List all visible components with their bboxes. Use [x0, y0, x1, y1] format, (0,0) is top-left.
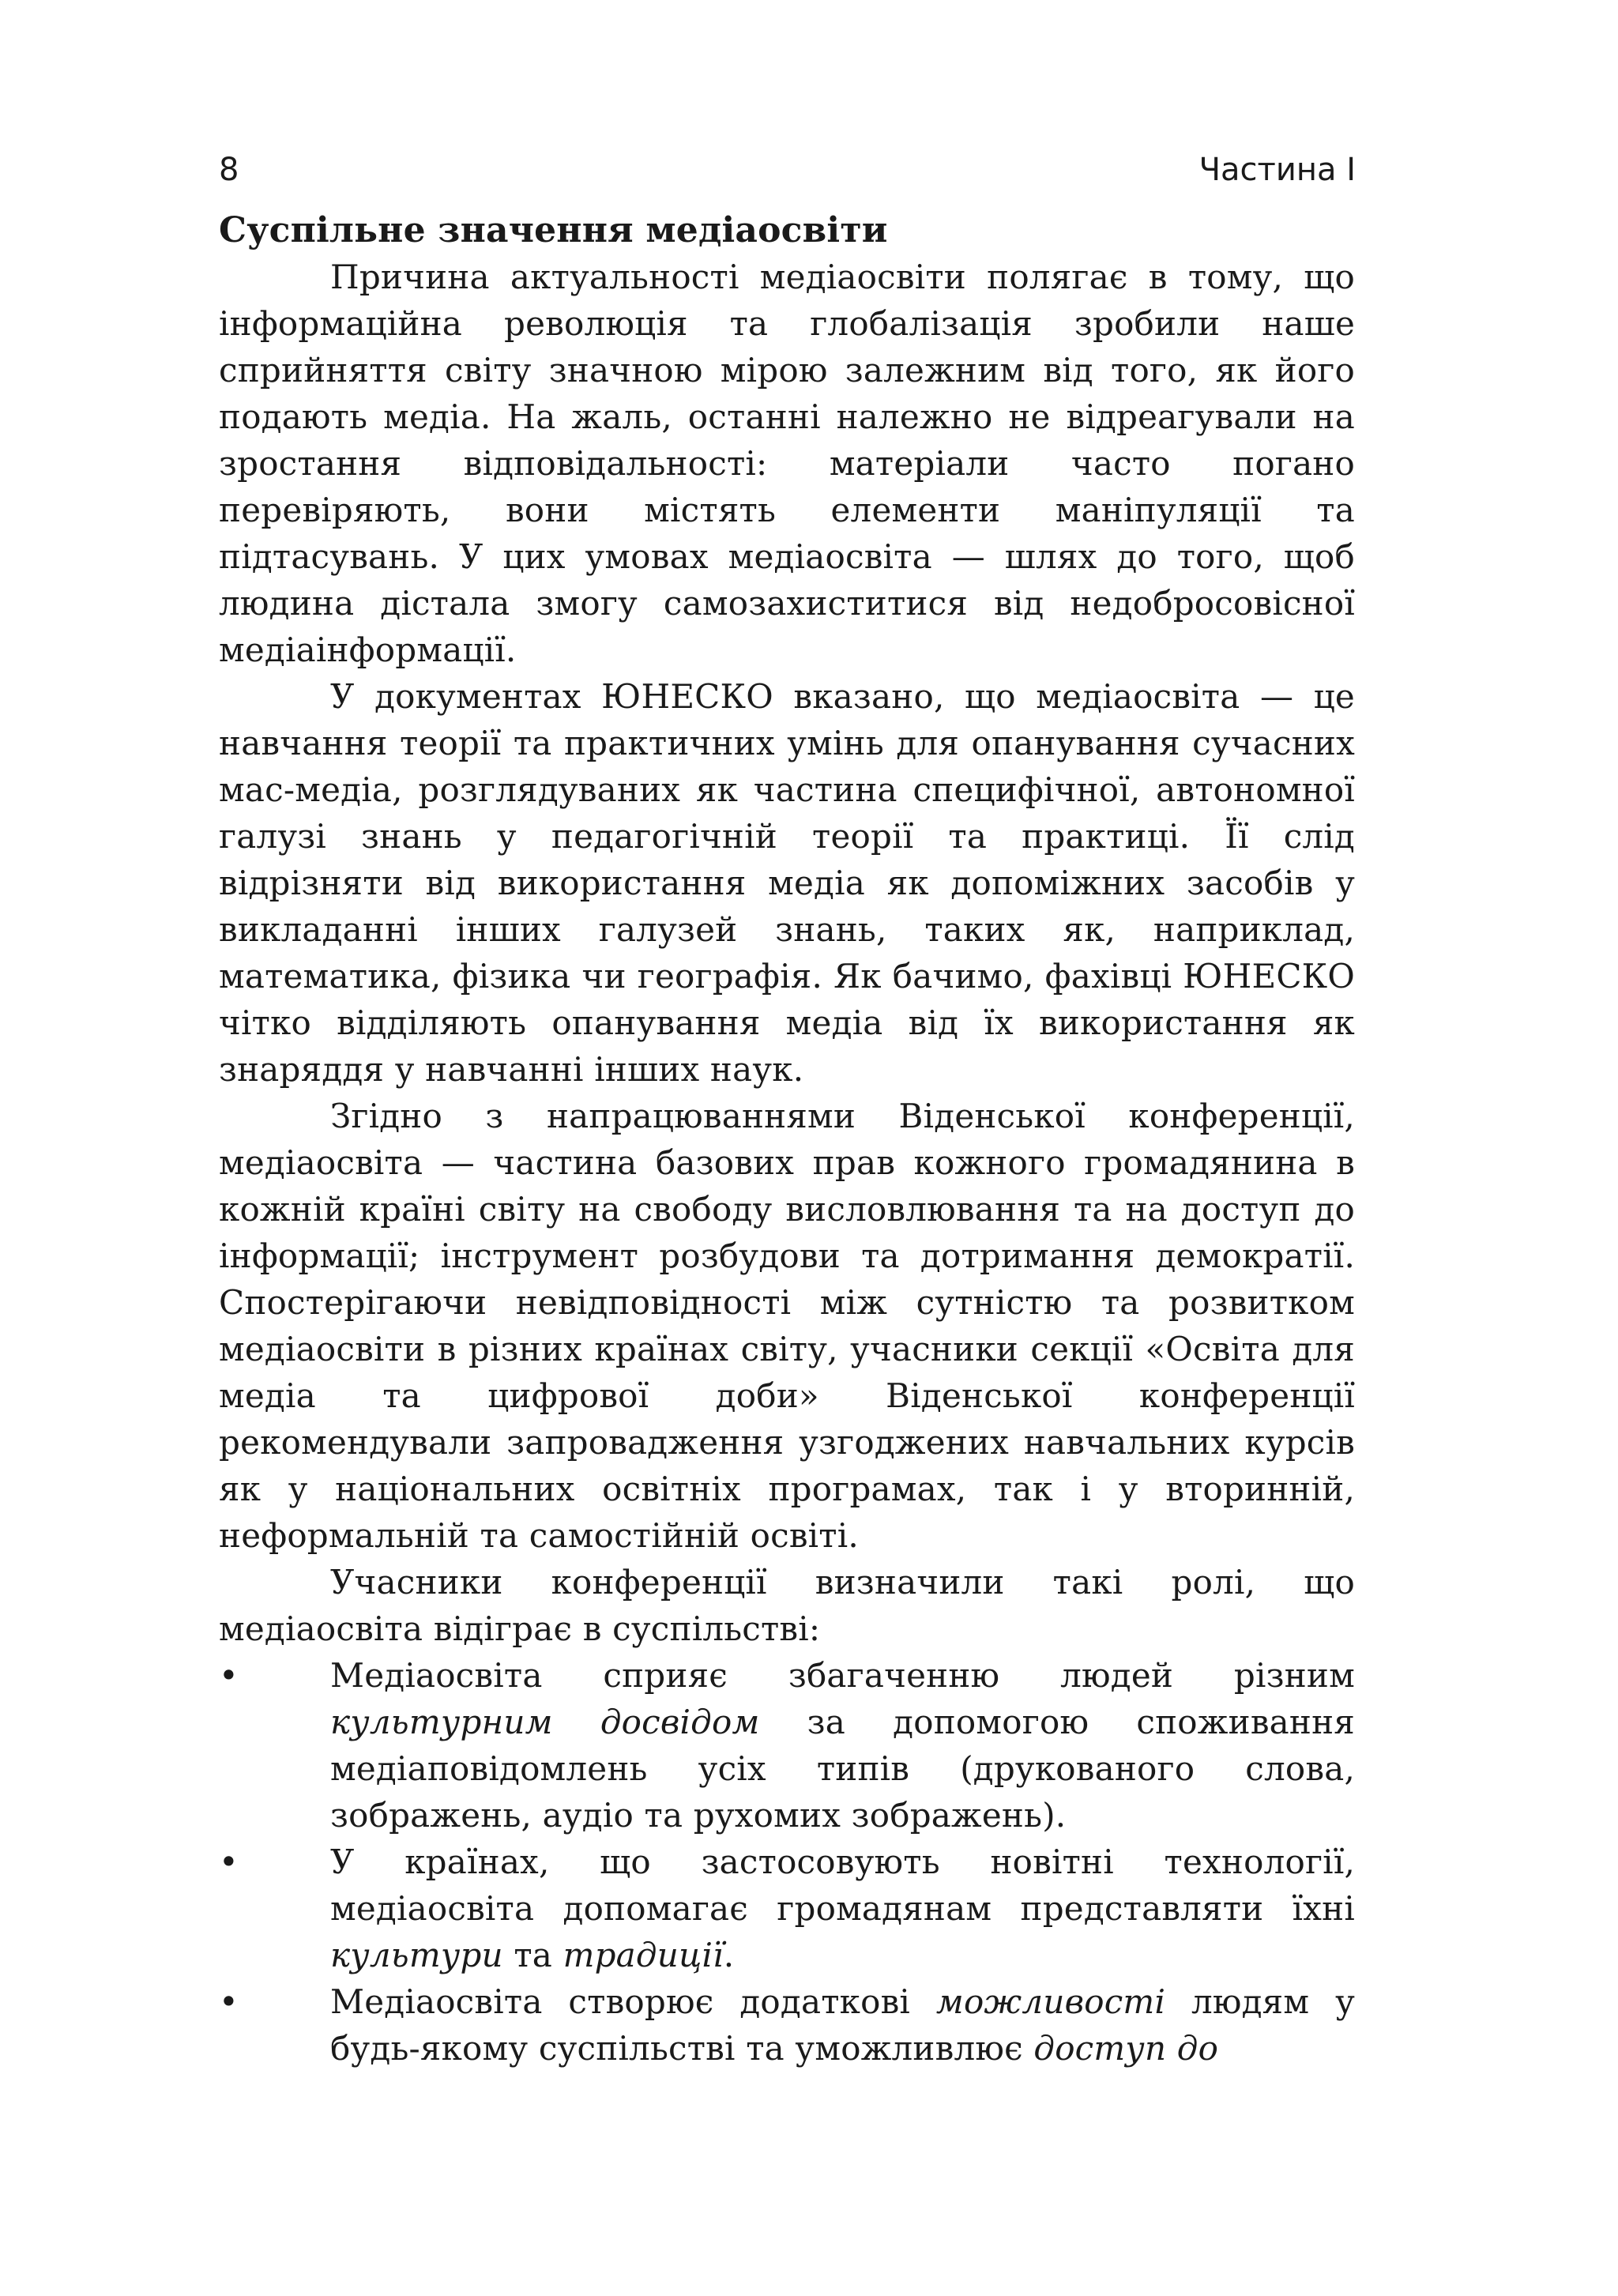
bullet-text: Медіаосвіта сприяє збагаченню людей різним [330, 1656, 1355, 1695]
bullet-emphasis: культури [330, 1936, 503, 1974]
bullet-icon: • [219, 1656, 239, 1695]
bullet-text: У країнах, що застосовують новітні технології, медіаосвіта допомагає громадянам представляти їхні [330, 1842, 1355, 1928]
paragraph-1: Причина актуальності медіаосвіти полягає в тому, що інформаційна революція та глобалізація зробили наше сприйняття світу значною мірою залежним від того, як його подають медіа. На жаль, останні належно не відреагували на зростання відповідальності: матеріали часто погано перевіряють, вони містять елементи маніпуляції та підтасувань. У цих умовах медіаосвіта — шлях до того, щоб людина дістала змогу самозахиститися від недобросовісної медіаінформації. [219, 258, 1355, 669]
bullet-text: людям у будь-якому суспільстві та уможливлює [330, 1982, 1355, 2068]
bullet-text: Медіаосвіта створює додаткові [330, 1982, 936, 2021]
paragraph-4: Учасники конференції визначили такі ролі, що медіаосвіта відіграє в суспільстві: [219, 1563, 1355, 1648]
bullet-text: за допомогою споживання медіаповідомлень усіх типів (друкованого слова, зображень, аудіо та рухомих зображень). [330, 1703, 1355, 1835]
bullet-icon: • [219, 1842, 239, 1881]
list-item [219, 1978, 1355, 2072]
list-item [219, 1652, 1355, 1839]
bullet-emphasis: культурним досвідом [330, 1703, 760, 1741]
page-body [219, 207, 1355, 2072]
bullet-icon: • [219, 1982, 239, 2021]
paragraph-3: Згідно з напрацюваннями Віденської конференції, медіаосвіта — частина базових прав кожного громадянина в кожній країні світу на свободу висловлювання та на доступ до інформації; інструмент розбудови та дотримання демократії. Спостерігаючи невідповідності між сутністю та розвитком медіаосвіти в різних країнах світу, учасники секції «Освіта для медіа та цифрової доби» Віденської конференції рекомендували запровадження узгоджених навчальних курсів як у національних освітніх програмах, так і у вторинній, неформальній та самостійній освіті. [219, 1097, 1355, 1555]
list-item [219, 1839, 1355, 1978]
bullet-emphasis: доступ до [1033, 2029, 1219, 2068]
bullet-emphasis: можливості [935, 1982, 1166, 2021]
page-number: 8 [219, 152, 239, 188]
paragraph-2: У документах ЮНЕСКО вказано, що медіаосвіта — це навчання теорії та практичних умінь для опанування сучасних мас-медіа, розглядуваних як частина специфічної, автономної галузі знань у педагогічній теорії та практиці. Її слід відрізняти від використання медіа як допоміжних засобів у викладанні інших галузей знань, таких як, наприклад, математика, фізика чи географія. Як бачимо, фахівці ЮНЕСКО чітко відділяють опанування медіа від їх використання як знаряддя у навчанні інших наук. [219, 677, 1355, 1089]
bullet-text: та [502, 1936, 563, 1974]
bullet-text: . [723, 1936, 735, 1974]
bullet-list [219, 1652, 1355, 2072]
running-head: Частина I [1198, 152, 1356, 188]
bullet-emphasis: традиції [563, 1936, 724, 1974]
section-heading: Суспільне значення медіаосвіти [219, 210, 888, 250]
